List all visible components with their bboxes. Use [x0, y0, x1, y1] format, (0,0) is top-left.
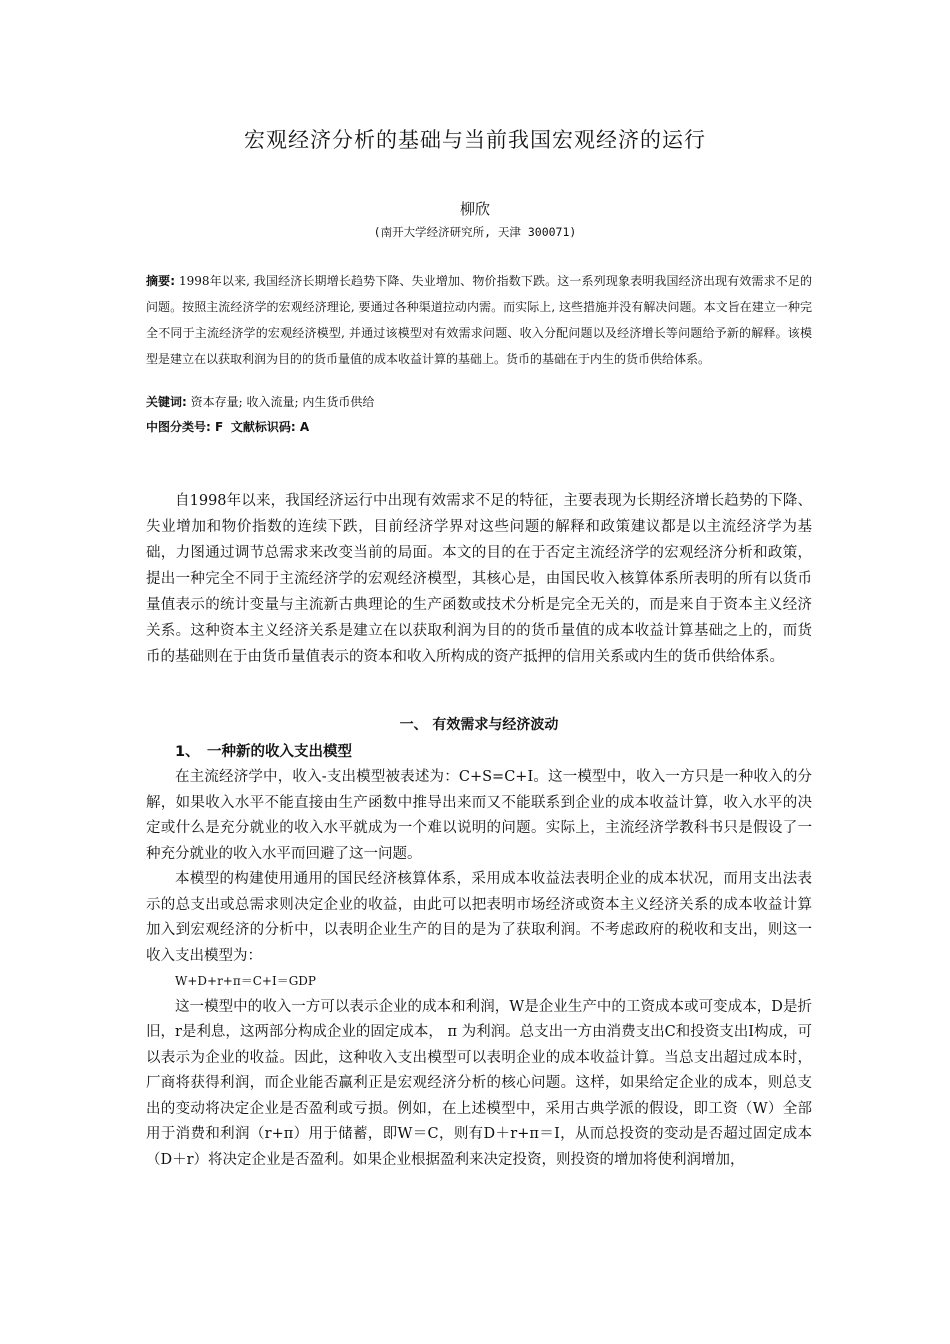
intro-section — [146, 488, 812, 670]
abstract — [146, 268, 812, 372]
subsection-heading — [175, 740, 352, 761]
clc-value: F — [210, 420, 224, 434]
body-paragraph: 这一模型中的收入一方可以表示企业的成本和利润，W是企业生产中的工资成本或可变成本，D是折旧，r是利息，这两部分构成企业的固定成本， π 为利润。总支出一方由消费支出C和投资支出I构成，可以表示为企业的收益。因此，这种收入支出模型可以表明企业的成本收益计算。当总支出超过成本时，厂商将获得利润，而企业能否赢利正是宏观经济分析的核心问题。这样，如果给定企业的成本，则总支出的变动将决定企业是否盈利或亏损。例如，在上述模型中，采用古典学派的假设，即工资（W）全部用于消费和利润（r+π）用于储蓄，即W＝C，则有D＋r+π＝I，从而总投资的变动是否超过固定成本（D＋r）将决定企业是否盈利。如果企业根据盈利来决定投资，则投资的增加将使利润增加， — [146, 998, 812, 1168]
section-body — [146, 765, 812, 1173]
author-name: 柳欣 — [459, 200, 490, 218]
section-heading: 一、 有效需求与经济波动 — [399, 717, 559, 733]
clc-label: 中图分类号: — [146, 420, 211, 434]
paper-title: 宏观经济分析的基础与当前我国宏观经济的运行 — [244, 128, 706, 152]
classification-line — [146, 418, 812, 436]
author-affiliation: (南开大学经济研究所, 天津 300071) — [373, 225, 577, 239]
intro-paragraph: 自1998年以来，我国经济运行中出现有效需求不足的特征，主要表现为长期经济增长趋势的下降、失业增加和物价指数的连续下跌，目前经济学界对这些问题的解释和政策建议都是以主流经济学为基础，力图通过调节总需求来改变当前的局面。本文的目的在于否定主流经济学的宏观经济分析和政策，提出一种完全不同于主流经济学的宏观经济模型，其核心是，由国民收入核算体系所表明的所有以货币量值表示的统计变量与主流新古典理论的生产函数或技术分析是完全无关的，而是来自于资本主义经济关系。这种资本主义经济关系是建立在以获取利润为目的的货币量值的成本收益计算基础之上的，而货币的基础则在于由货币量值表示的资本和收入所构成的资产抵押的信用关系或内生的货币供给体系。 — [146, 493, 812, 665]
keywords — [146, 393, 812, 411]
abstract-paragraph — [146, 268, 812, 372]
model-formula: W+D+r+π＝C+I＝GDP — [175, 974, 317, 988]
doc-code-label: 文献标识码: — [230, 420, 296, 434]
abstract-text: 1998年以来, 我国经济长期增长趋势下降、失业增加、物价指数下跌。这一系列现象表明我国经济出现有效需求不足的问题。按照主流经济学的宏观经济理论, 要通过各种渠道拉动内需。而实际上, 这些措施并没有解决问题。本文旨在建立一种完全不同于主流经济学的宏观经济模型, 并通过该模型对有效需求问题、收入分配问题以及经济增长等问题给予新的解释。该模型是建立在以获取利润为目的的货币量值的成本收益计算的基础上。货币的基础在于内生的货币供给体系。 — [146, 274, 812, 366]
keywords-label: 关键词: — [146, 395, 187, 409]
subsection-title: 一种新的收入支出模型 — [207, 744, 352, 760]
abstract-label: 摘要: — [146, 274, 176, 288]
keywords-text: 资本存量; 收入流量; 内生货币供给 — [186, 395, 375, 409]
doc-code-value: A — [295, 420, 310, 434]
body-paragraph: 本模型的构建使用通用的国民经济核算体系，采用成本收益法表明企业的成本状况，而用支出法表示的总支出或总需求则决定企业的收益，由此可以把表明市场经济或资本主义经济关系的成本收益计算加入到宏观经济的分析中，以表明企业生产的目的是为了获取利润。不考虑政府的税收和支出，则这一收入支出模型为： — [146, 871, 812, 964]
body-paragraph: 在主流经济学中，收入-支出模型被表述为：C+S=C+I。这一模型中，收入一方只是一种收入的分解，如果收入水平不能直接由生产函数中推导出来而又不能联系到企业的成本收益计算，收入水平的决定或什么是充分就业的收入水平就成为一个难以说明的问题。实际上，主流经济学教科书只是假设了一种充分就业的收入水平而回避了这一问题。 — [146, 769, 812, 862]
subsection-number: 1、 — [175, 744, 200, 760]
